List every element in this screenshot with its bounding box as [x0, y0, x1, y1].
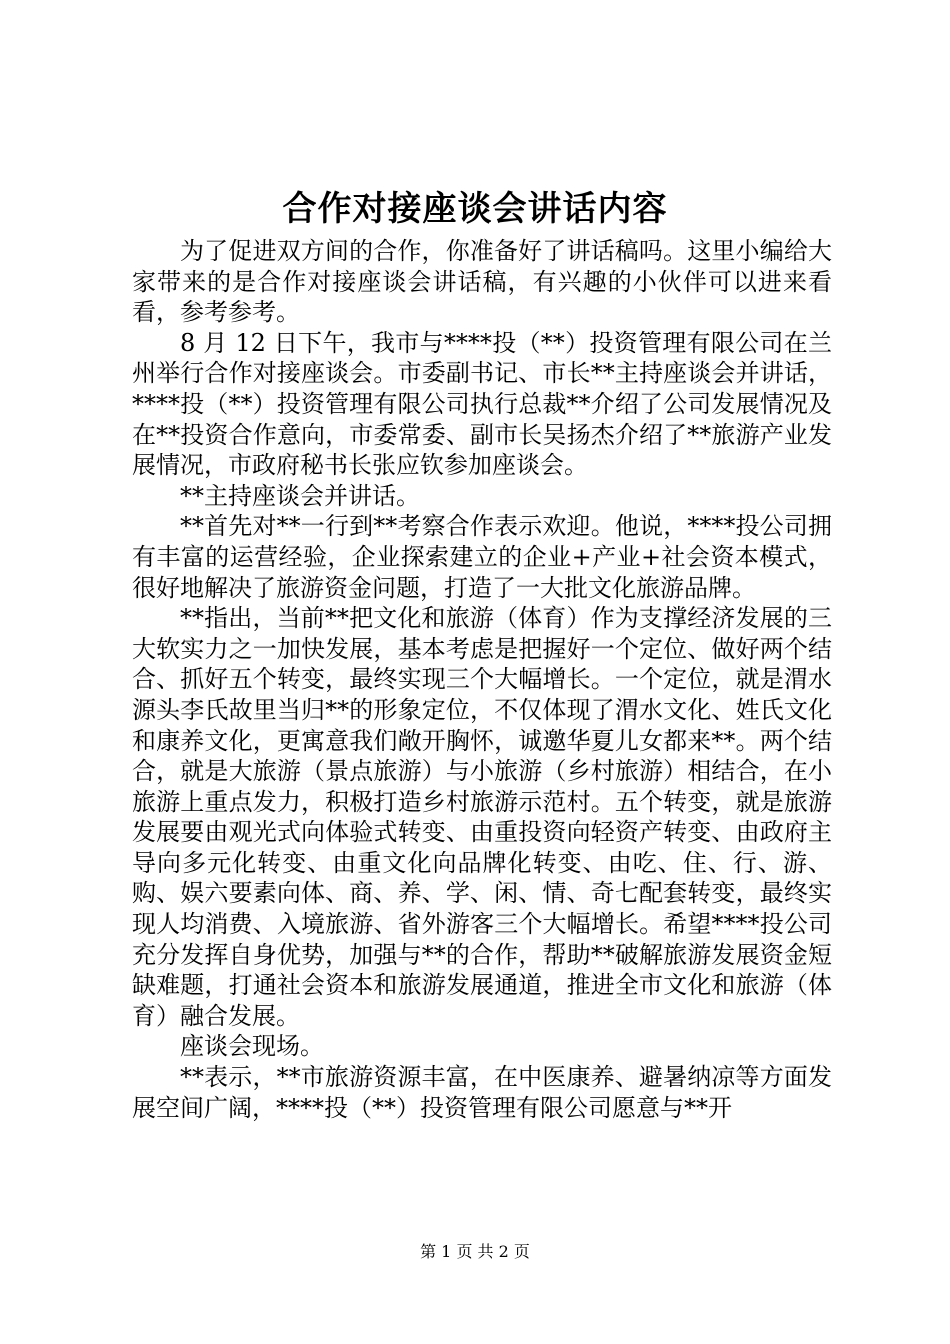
- paragraph: **主持座谈会并讲话。: [180, 481, 420, 510]
- paragraph: **表示，**市旅游资源丰富，在中医康养、避暑纳凉等方面发展空间广阔，****投（**）投资管理有限公司愿意与**开: [132, 1063, 832, 1122]
- paragraph: 座谈会现场。: [180, 1032, 324, 1061]
- page-footer: 第 1 页 共 2 页: [420, 1242, 530, 1261]
- paragraph: **首先对**一行到**考察合作表示欢迎。他说，****投公司拥有丰富的运营经验，企业探索建立的企业+产业+社会资本模式，很好地解决了旅游资金问题，打造了一大批文化旅游品牌。: [132, 512, 832, 602]
- paragraph: **指出，当前**把文化和旅游（体育）作为支撑经济发展的三大软实力之一加快发展，基本考虑是把握好一个定位、做好两个结合、抓好五个转变，最终实现三个大幅增长。一个定位，就是渭水源头李氏故里当归**的形象定位，不仅体现了渭水文化、姓氏文化和康养文化，更寓意我们敞开胸怀，诚邀华夏儿女都来**。两个结合，就是大旅游（景点旅游）与小旅游（乡村旅游）相结合，在小旅游上重点发力，积极打造乡村旅游示范村。五个转变，就是旅游发展要由观光式向体验式转变、由重投资向轻资产转变、由政府主导向多元化转变、由重文化向品牌化转变、由吃、住、行、游、购、娱六要素向体、商、养、学、闲、情、奇七配套转变，最终实现人均消费、入境旅游、省外游客三个大幅增长。希望****投公司充分发挥自身优势，加强与**的合作，帮助**破解旅游发展资金短缺难题，打通社会资本和旅游发展通道，推进全市文化和旅游（体育）融合发展。: [132, 604, 832, 1030]
- document-title: 合作对接座谈会讲话内容: [282, 189, 668, 229]
- paragraph: 8 月 12 日下午，我市与****投（**）投资管理有限公司在兰州举行合作对接座谈会。市委副书记、市长**主持座谈会并讲话，****投（**）投资管理有限公司执行总裁**介绍了公司发展情况及在**投资合作意向，市委常委、副市长吴扬杰介绍了**旅游产业发展情况，市政府秘书长张应钦参加座谈会。: [132, 328, 832, 480]
- document-body: [132, 236, 832, 1123]
- paragraph: 为了促进双方间的合作，你准备好了讲话稿吗。这里小编给大家带来的是合作对接座谈会讲话稿，有兴趣的小伙伴可以进来看看，参考参考。: [132, 237, 832, 327]
